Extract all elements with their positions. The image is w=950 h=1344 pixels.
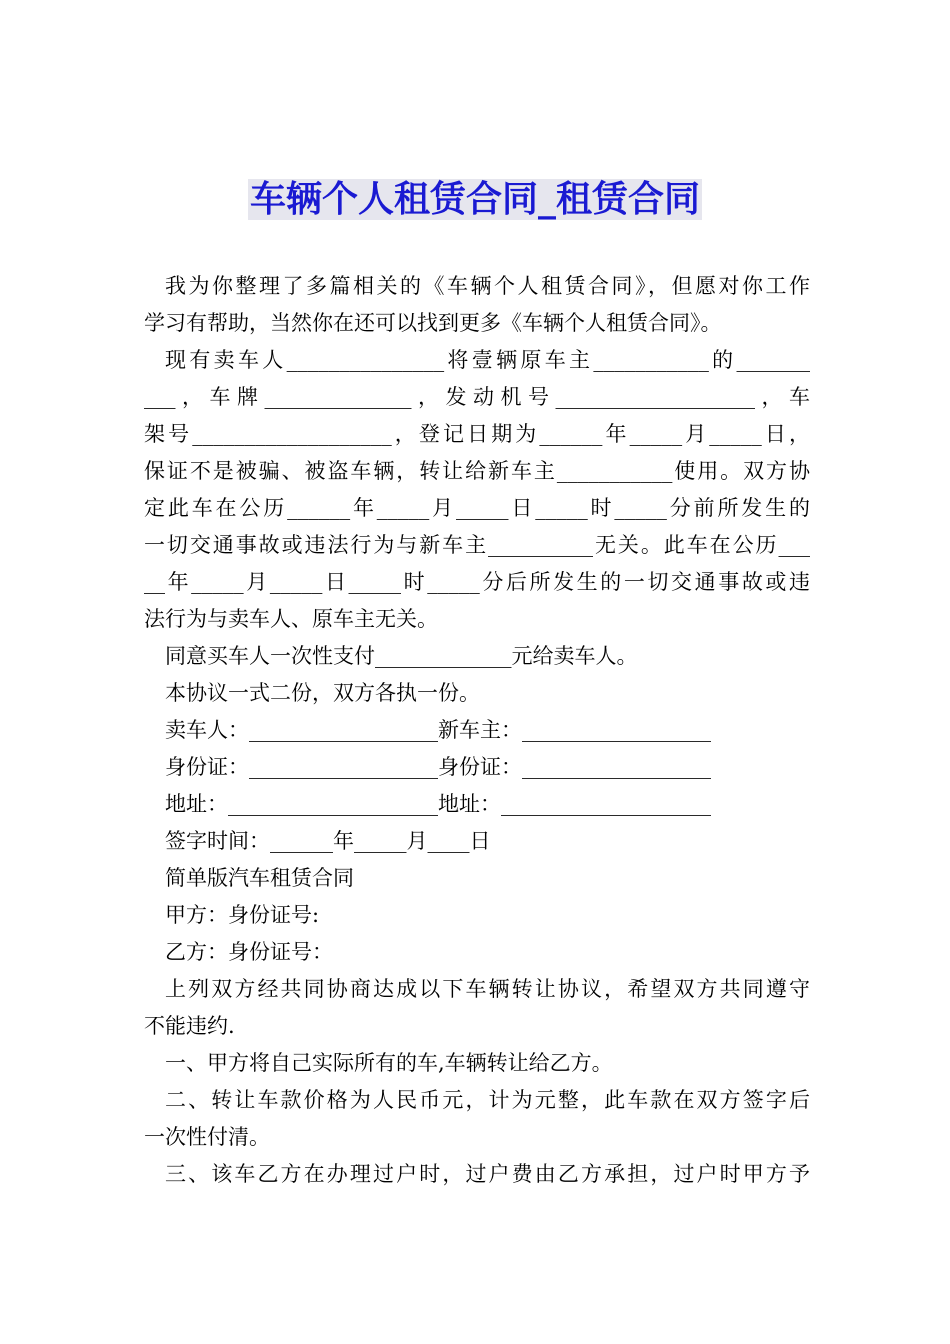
section-heading: 简单版汽车租赁合同 bbox=[165, 866, 354, 890]
party-a-line: 甲方：身份证号: bbox=[165, 903, 320, 927]
document-body bbox=[144, 268, 810, 1193]
paragraph-line: __年_____月_____日_____时_____分后所发生的一切交通事故或违 bbox=[144, 570, 810, 594]
clause-line: 二、转让车款价格为人民币元，计为元整，此车款在双方签字后 bbox=[165, 1088, 810, 1112]
document-title bbox=[0, 176, 950, 224]
signature-line-address: 地址：____________________地址：____________________ bbox=[165, 792, 711, 816]
paragraph-line: 学习有帮助，当然你在还可以找到更多《车辆个人租赁合同》。 bbox=[144, 311, 722, 335]
paragraph-line: 一切交通事故或违法行为与新车主__________无关。此车在公历___ bbox=[144, 533, 810, 557]
paragraph-line: 架号___________________，登记日期为______年_____月_____日， bbox=[144, 422, 810, 446]
signature-line-date: 签字时间：______年_____月____日 bbox=[165, 829, 491, 853]
clause-line: 一次性付清。 bbox=[144, 1125, 270, 1149]
paragraph-line: 同意买车人一次性支付_____________元给卖车人。 bbox=[165, 644, 638, 668]
paragraph-line: 保证不是被骗、被盗车辆，转让给新车主___________使用。双方协 bbox=[144, 459, 810, 483]
paragraph-line: 法行为与卖车人、原车主无关。 bbox=[144, 607, 438, 631]
title-text: 车辆个人租赁合同_租赁合同 bbox=[249, 179, 700, 220]
paragraph-line: 本协议一式二份，双方各执一份。 bbox=[165, 681, 480, 705]
clause-line: 一、甲方将自己实际所有的车,车辆转让给乙方。 bbox=[165, 1051, 613, 1075]
signature-line-seller: 卖车人：__________________新车主：__________________ bbox=[165, 718, 711, 742]
paragraph-line: 现有卖车人_______________将壹辆原车主___________的_______ bbox=[165, 348, 810, 372]
paragraph-line: 不能违约. bbox=[144, 1014, 235, 1038]
signature-line-id: 身份证：__________________身份证：__________________ bbox=[165, 755, 711, 779]
paragraph-line: 我为你整理了多篇相关的《车辆个人租赁合同》，但愿对你工作 bbox=[165, 274, 810, 298]
clause-line: 三、该车乙方在办理过户时，过户费由乙方承担，过户时甲方予 bbox=[165, 1162, 810, 1186]
paragraph-line: 上列双方经共同协商达成以下车辆转让协议，希望双方共同遵守 bbox=[165, 977, 810, 1001]
paragraph-line: 定此车在公历______年_____月_____日_____时_____分前所发生的 bbox=[144, 496, 810, 520]
paragraph-line: ___，车牌______________，发动机号___________________，车 bbox=[144, 385, 810, 409]
party-b-line: 乙方：身份证号： bbox=[165, 940, 333, 964]
